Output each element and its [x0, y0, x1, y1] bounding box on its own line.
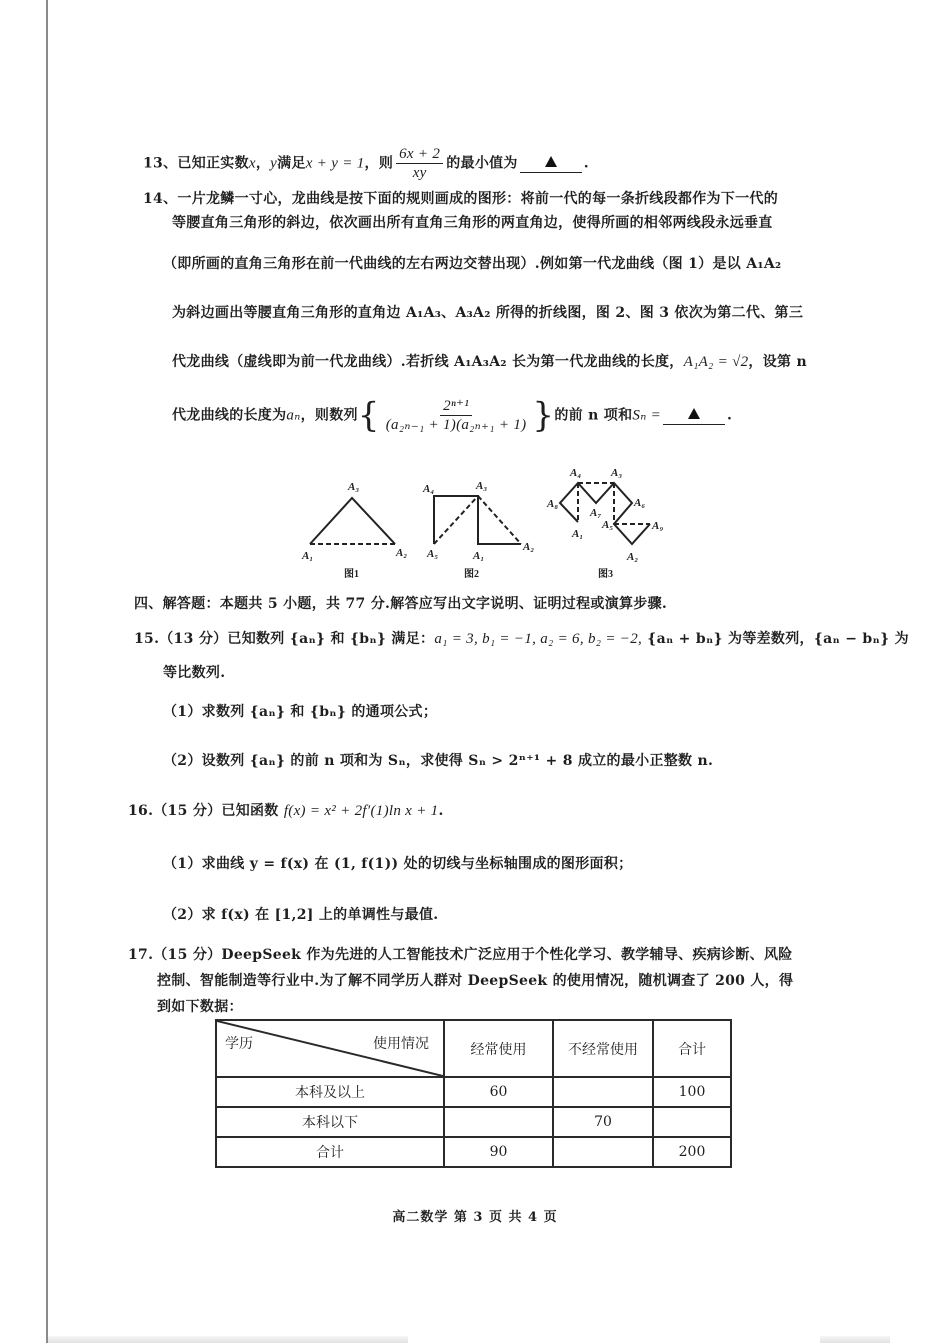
table-header-row — [216, 1020, 731, 1077]
svg-text:A₇: A₇ — [590, 507, 602, 519]
question-16-line-1: 16.（15 分）已知函数 f(x) = x² + 2f′(1)ln x + 1. — [128, 803, 444, 819]
question-15-part-2: （2）设数列 {aₙ} 的前 n 项和为 Sₙ，求使得 Sₙ > 2ⁿ⁺¹ + 8 成立的最小正整数 n. — [163, 753, 714, 769]
table-header: 合计 — [653, 1020, 731, 1077]
question-15-part-1: （1）求数列 {aₙ} 和 {bₙ} 的通项公式； — [163, 704, 438, 720]
question-17-line-2: 控制、智能制造等行业中.为了解不同学历人群对 DeepSeek 的使用情况，随机调查了 200 人，得 — [157, 973, 794, 989]
svg-text:A₄: A₄ — [570, 467, 582, 479]
triangle-marker-icon — [545, 156, 557, 167]
section-4-heading: 四、解答题：本题共 5 小题，共 77 分.解答应写出文字说明、证明过程或演算步骤. — [134, 596, 668, 612]
svg-text:A₂: A₂ — [523, 541, 535, 553]
table-row: 本科以下 70 — [216, 1107, 731, 1137]
svg-text:A₈: A₈ — [547, 498, 559, 510]
table-row: 本科及以上 60 100 — [216, 1077, 731, 1107]
question-14-line-3: （即所画的直角三角形在前一代曲线的左右两边交替出现）.例如第一代龙曲线（图 1）是以 A₁A₂ — [163, 256, 782, 272]
svg-text:A₅: A₅ — [602, 519, 614, 531]
svg-text:A₄: A₄ — [423, 483, 435, 495]
question-14-line-4: 为斜边画出等腰直角三角形的直角边 A₁A₃、A₃A₂ 所得的折线图，图 2、图 3 依次为第二代、第三 — [172, 305, 804, 321]
svg-text:A₉: A₉ — [652, 520, 664, 532]
svg-text:A₃: A₃ — [611, 467, 623, 479]
answer-blank — [663, 408, 725, 425]
question-13: 13、已知正实数x，y满足x + y = 1，则 $\frac{6x + 2}{xy}$ 的最小值为 . — [143, 146, 589, 181]
question-15-line-1: 15.（13 分）已知数列 {aₙ} 和 {bₙ} 满足：a₁ = 3, b₁ = −1, a₂ = 6, b₂ = −2, {aₙ + bₙ} 为等差数列，{aₙ − bₙ} 为 — [134, 631, 909, 647]
question-14-line-6: 代龙曲线的长度为aₙ，则数列{ $\frac{\text{2ⁿ⁺¹}}{\text{(a₂ₙ₋₁ + 1)(a₂ₙ₊₁ + 1)}}$ }的前 n 项和Sₙ = . — [172, 395, 733, 436]
question-16-part-1: （1）求曲线 y = f(x) 在 (1, f(1)) 处的切线与坐标轴围成的图形面积； — [163, 856, 633, 872]
q13-fraction: $\frac{6x + 2}{xy}$ — [396, 146, 443, 181]
svg-text:A₁: A₁ — [302, 550, 314, 562]
table-header: 经常使用 — [444, 1020, 553, 1077]
svg-text:图2: 图2 — [464, 569, 479, 580]
question-14-line-2: 等腰直角三角形的斜边，依次画出所有直角三角形的两直角边，使得所画的相邻两线段永远垂直 — [172, 215, 773, 231]
svg-text:A₁: A₁ — [473, 550, 485, 562]
question-14-line-5: 代龙曲线（虚线即为前一代龙曲线）.若折线 A₁A₃A₂ 长为第一代龙曲线的长度，A₁A₂ = √2，设第 n — [172, 354, 807, 370]
svg-text:A₂: A₂ — [396, 547, 408, 559]
question-14-line-1: 14、一片龙鳞一寸心，龙曲线是按下面的规则画成的图形：将前一代的每一条折线段都作为下一代的 — [143, 191, 778, 207]
svg-text:A₆: A₆ — [634, 497, 646, 509]
svg-text:A₁: A₁ — [572, 528, 584, 540]
page-left-edge — [46, 0, 48, 1343]
svg-text:A₂: A₂ — [627, 551, 639, 563]
svg-text:A₃: A₃ — [348, 481, 360, 493]
question-17-line-3: 到如下数据： — [157, 999, 243, 1015]
question-15-line-2: 等比数列. — [163, 665, 226, 681]
q13-number: 13、 — [143, 155, 178, 172]
svg-text:图1: 图1 — [344, 569, 359, 580]
survey-contingency-table — [215, 1019, 732, 1168]
table-row: 合计 90 200 — [216, 1137, 731, 1167]
page-bottom-shadow — [48, 1336, 408, 1343]
page-footer: 高二数学 第 3 页 共 4 页 — [392, 1210, 558, 1225]
table-corner-cell: 学历 使用情况 — [216, 1020, 444, 1077]
dragon-curve-figures — [280, 462, 680, 582]
svg-text:A₃: A₃ — [476, 480, 488, 492]
page-bottom-shadow-right — [820, 1336, 890, 1343]
question-16-part-2: （2）求 f(x) 在 [1,2] 上的单调性与最值. — [163, 907, 439, 923]
answer-blank — [520, 156, 582, 173]
table-header: 不经常使用 — [553, 1020, 653, 1077]
svg-text:图3: 图3 — [598, 569, 613, 580]
q14-sequence-fraction: $\frac{\text{2ⁿ⁺¹}}{\text{(a₂ₙ₋₁ + 1)(a₂ₙ₊₁ + 1)}}$ — [385, 398, 527, 433]
svg-text:A₅: A₅ — [427, 548, 439, 560]
question-17-line-1: 17.（15 分）DeepSeek 作为先进的人工智能技术广泛应用于个性化学习、教学辅导、疾病诊断、风险 — [128, 947, 793, 963]
triangle-marker-icon — [688, 408, 700, 419]
